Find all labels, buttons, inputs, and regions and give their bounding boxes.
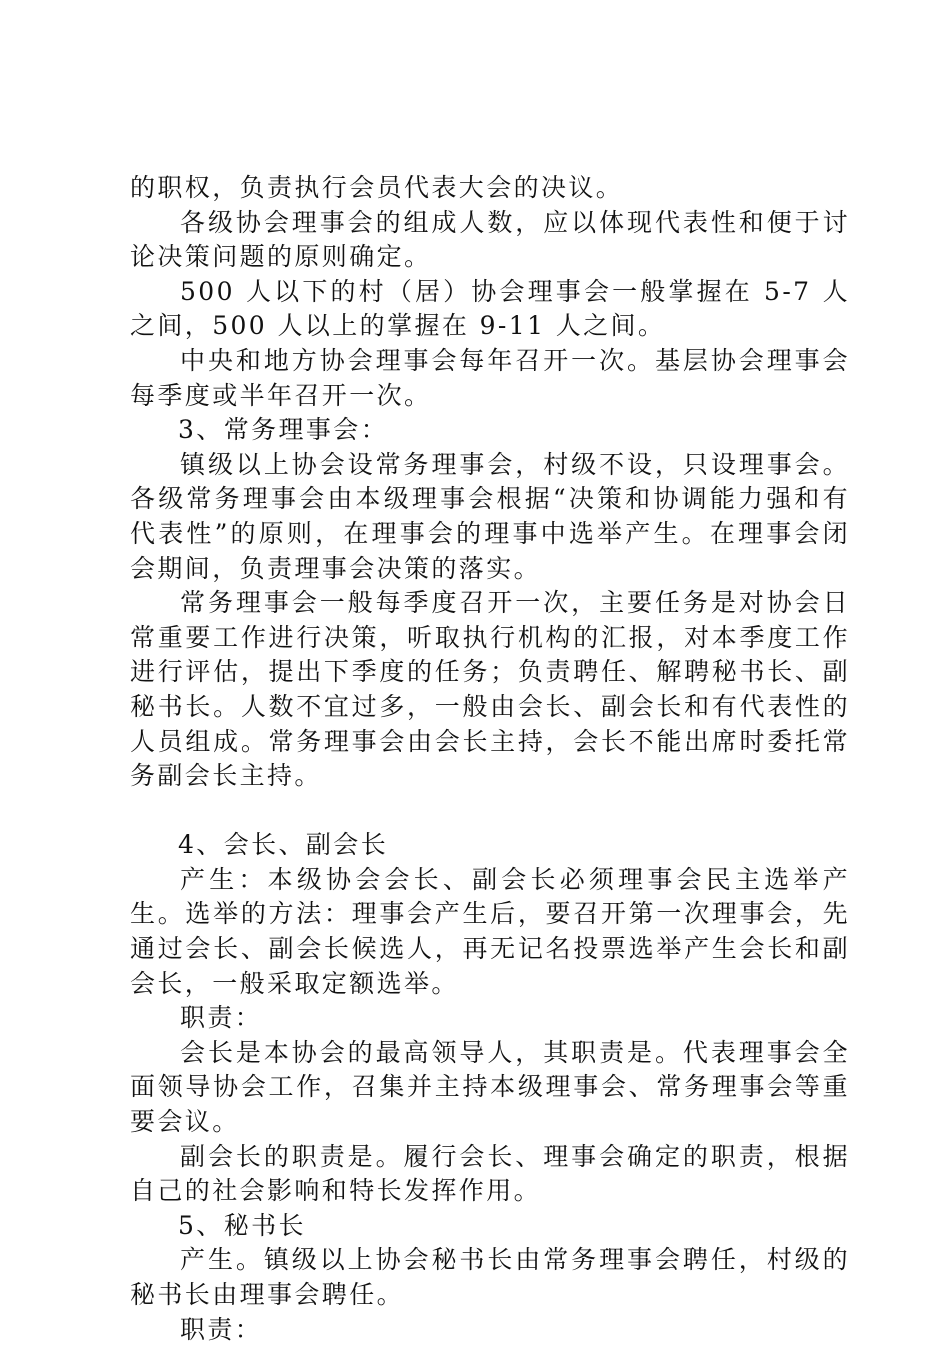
section-heading-standing-council: 3、常务理事会： <box>178 415 389 445</box>
paragraph-standing-council-setup: 镇级以上协会设常务理事会，村级不设，只设理事会。各级常务理事会由本级理事会根据“决策和协调能力强和有代表性”的原则，在理事会的理事中选举产生。在理事会闭会期间，负责理事会决策的落实。 <box>130 449 850 583</box>
document-body <box>130 171 850 1347</box>
paragraph-president-duties: 会长是本协会的最高领导人，其职责是。代表理事会全面领导协会工作，召集并主持本级理事会、常务理事会等重要会议。 <box>130 1037 850 1137</box>
blank-line <box>130 794 850 829</box>
paragraph-standing-council-duties: 常务理事会一般每季度召开一次，主要任务是对协会日常重要工作进行决策，听取执行机构的汇报，对本季度工作进行评估，提出下季度的任务；负责聘任、解聘秘书长、副秘书长。人数不宜过多，一般由会长、副会长和有代表性的人员组成。常务理事会由会长主持，会长不能出席时委托常务副会长主持。 <box>130 588 850 791</box>
paragraph-council-meetings: 中央和地方协会理事会每年召开一次。基层协会理事会每季度或半年召开一次。 <box>130 345 850 410</box>
paragraph-secretary-appointment: 产生。镇级以上协会秘书长由常务理事会聘任，村级的秘书长由理事会聘任。 <box>130 1245 850 1309</box>
subheading-secretary-duties: 职责： <box>180 1314 263 1344</box>
paragraph-council-size: 各级协会理事会的组成人数，应以体现代表性和便于讨论决策问题的原则确定。 <box>130 207 850 272</box>
paragraph-vice-president-duties: 副会长的职责是。履行会长、理事会确定的职责，根据自己的社会影响和特长发挥作用。 <box>130 1141 850 1206</box>
paragraph-council-numbers: 500 人以下的村（居）协会理事会一般掌握在 5-7 人之间，500 人以上的掌握在 9-11 人之间。 <box>130 276 850 341</box>
section-heading-president: 4、会长、副会长 <box>178 830 389 860</box>
paragraph-president-election: 产生：本级协会会长、副会长必须理事会民主选举产生。选举的方法：理事会产生后，要召开第一次理事会，先通过会长、副会长候选人，再无记名投票选举产生会长和副会长，一般采取定额选举。 <box>130 864 850 998</box>
paragraph-continuation: 的职权，负责执行会员代表大会的决议。 <box>130 173 624 202</box>
subheading-duties: 职责： <box>180 1003 263 1033</box>
section-heading-secretary-general: 5、秘书长 <box>178 1210 306 1240</box>
